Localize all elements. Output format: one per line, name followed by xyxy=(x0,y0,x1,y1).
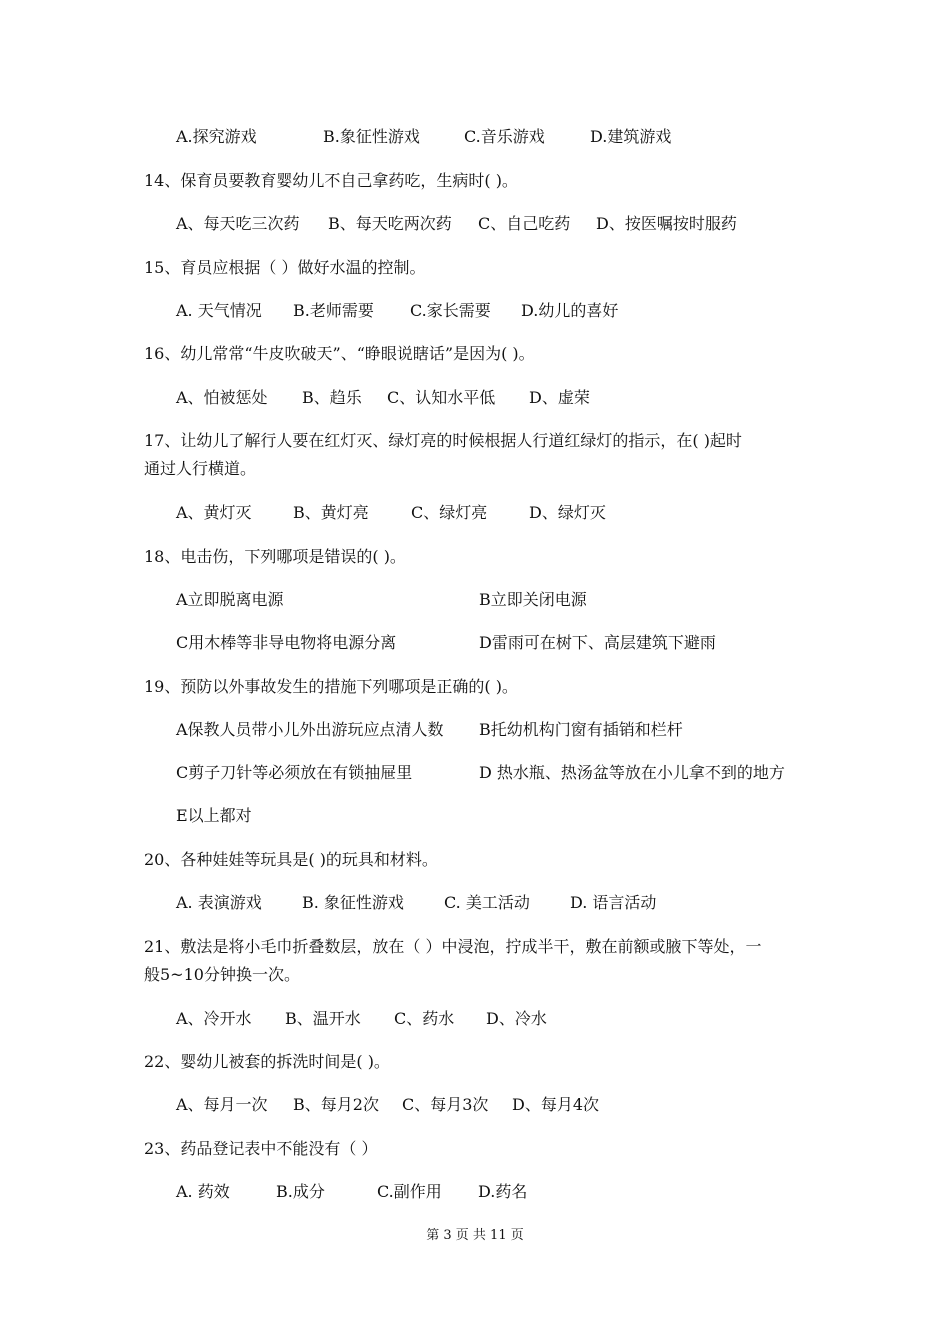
question-15: 15、育员应根据（ ）做好水温的控制。 xyxy=(144,258,426,277)
option-a: A. 天气情况 xyxy=(176,301,262,320)
question-14: 14、保育员要教育婴幼儿不自己拿药吃，生病时( )。 xyxy=(144,171,518,190)
question-19-option-a: A保教人员带小儿外出游玩应点清人数 xyxy=(176,720,444,739)
option-b: B.象征性游戏 xyxy=(323,127,420,146)
option-a: A. 表演游戏 xyxy=(176,893,262,912)
option-a: A、黄灯灭 xyxy=(176,503,252,522)
question-18: 18、电击伤，下列哪项是错误的( )。 xyxy=(144,547,406,566)
option-c: C.音乐游戏 xyxy=(464,127,545,146)
option-d: D、冷水 xyxy=(486,1009,547,1028)
page-number-footer: 第 3 页 共 11 页 xyxy=(426,1228,524,1243)
option-d: D、绿灯灭 xyxy=(529,503,606,522)
option-c: C、自己吃药 xyxy=(478,214,571,233)
option-a: A. 药效 xyxy=(176,1182,230,1201)
option-c: C、药水 xyxy=(394,1009,455,1028)
option-d: D.幼儿的喜好 xyxy=(521,301,619,320)
question-19: 19、预防以外事故发生的措施下列哪项是正确的( )。 xyxy=(144,677,518,696)
question-18-option-d: D雷雨可在树下、高层建筑下避雨 xyxy=(479,633,716,652)
option-a: A、冷开水 xyxy=(176,1009,252,1028)
question-18-option-c: C用木棒等非导电物将电源分离 xyxy=(176,633,397,652)
question-21-line-2: 般5~10分钟换一次。 xyxy=(144,965,300,984)
question-18-option-a: A立即脱离电源 xyxy=(176,590,284,609)
question-19-option-b: B托幼机构门窗有插销和栏杆 xyxy=(479,720,683,739)
option-b: B、每月2次 xyxy=(293,1095,379,1114)
option-c: C. 美工活动 xyxy=(444,893,530,912)
option-d: D、每月4次 xyxy=(512,1095,600,1114)
option-d: D、虚荣 xyxy=(529,388,590,407)
question-19-option-d: D 热水瓶、热汤盆等放在小儿拿不到的地方 xyxy=(479,763,785,782)
option-a: A、每天吃三次药 xyxy=(176,214,300,233)
option-d: D、按医嘱按时服药 xyxy=(596,214,737,233)
option-c: C、认知水平低 xyxy=(387,388,496,407)
option-c: C、每月3次 xyxy=(402,1095,489,1114)
question-23: 23、药品登记表中不能没有（ ） xyxy=(144,1139,378,1158)
option-a: A.探究游戏 xyxy=(176,127,257,146)
option-c: C、绿灯亮 xyxy=(411,503,488,522)
option-d: D. 语言活动 xyxy=(570,893,657,912)
option-c: C.家长需要 xyxy=(410,301,491,320)
option-b: B、每天吃两次药 xyxy=(328,214,452,233)
question-21-line-1: 21、敷法是将小毛巾折叠数层，放在（ ）中浸泡，拧成半干，敷在前额或腋下等处，一 xyxy=(144,937,762,956)
option-a: A、怕被惩处 xyxy=(176,388,268,407)
question-17-line-1: 17、让幼儿了解行人要在红灯灭、绿灯亮的时候根据人行道红绿灯的指示，在( )起时 xyxy=(144,431,742,450)
option-b: B.成分 xyxy=(276,1182,325,1201)
option-d: D.药名 xyxy=(478,1182,528,1201)
option-b: B、黄灯亮 xyxy=(293,503,369,522)
question-16: 16、幼儿常常“牛皮吹破天”、“睁眼说瞎话”是因为( )。 xyxy=(144,344,535,363)
question-19-option-e: E以上都对 xyxy=(176,806,252,825)
option-b: B.老师需要 xyxy=(293,301,374,320)
option-b: B. 象征性游戏 xyxy=(302,893,404,912)
option-b: B、温开水 xyxy=(285,1009,361,1028)
question-19-option-c: C剪子刀针等必须放在有锁抽屉里 xyxy=(176,763,413,782)
option-d: D.建筑游戏 xyxy=(590,127,672,146)
option-c: C.副作用 xyxy=(377,1182,442,1201)
question-17-line-2: 通过人行横道。 xyxy=(144,459,257,478)
question-22: 22、婴幼儿被套的拆洗时间是( )。 xyxy=(144,1052,390,1071)
option-b: B、趋乐 xyxy=(302,388,362,407)
question-20: 20、各种娃娃等玩具是( )的玩具和材料。 xyxy=(144,850,438,869)
question-18-option-b: B立即关闭电源 xyxy=(479,590,587,609)
option-a: A、每月一次 xyxy=(176,1095,268,1114)
